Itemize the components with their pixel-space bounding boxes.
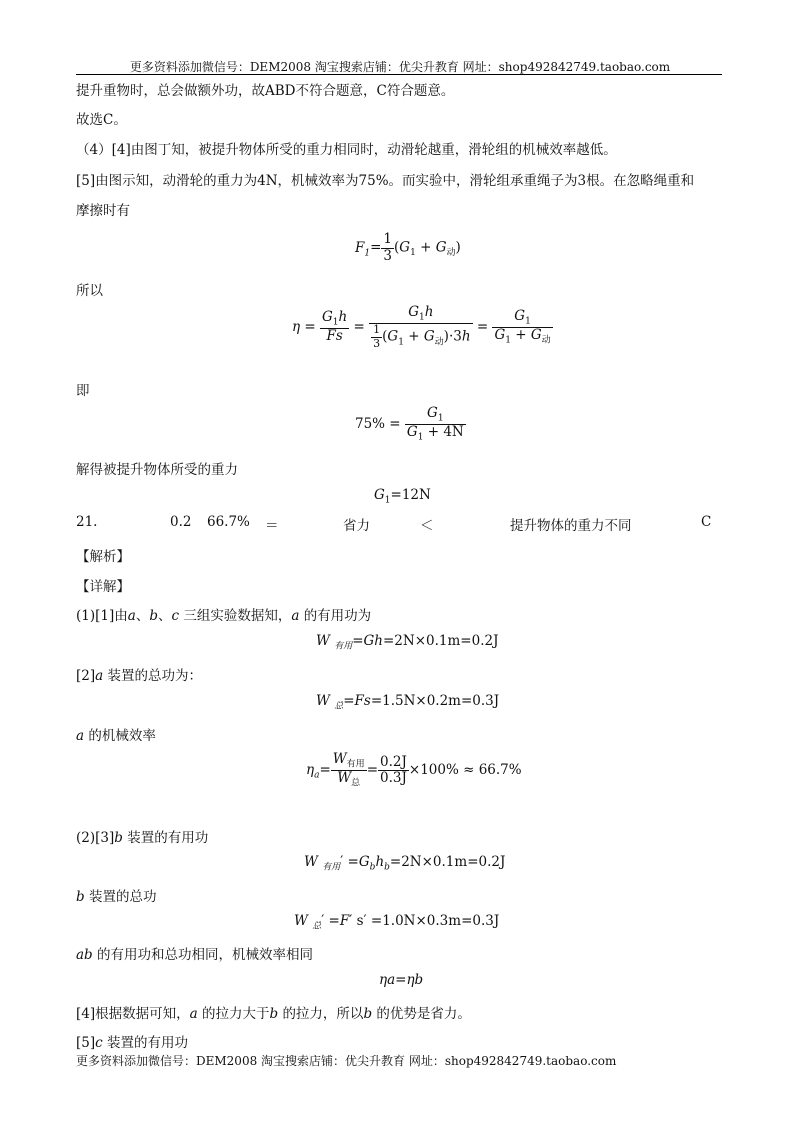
equation-wb-zong: W $_总$′ =F′ s′ =1.0N×0.3m=0.3J <box>294 913 500 932</box>
section-label: 【详解】 <box>76 579 130 595</box>
q21-number: 21. <box>76 514 98 530</box>
equation-eta-a: $\eta_a=$ $\frac{W_{有用}}{W_总}$ = $\frac{0.2J}{0.3J}$ ×100% ≈ 66.7% <box>306 751 522 789</box>
equation-f1: $F_1=$ $\frac{1}{3}$ $(G_1 + G_动)$ <box>355 231 461 264</box>
text-line: 提升重物时，总会做额外功，故ABD不符合题意，C符合题意。 <box>76 83 455 99</box>
q21-answer: 0.2 <box>170 514 192 530</box>
text-line: 故选C。 <box>76 112 127 128</box>
text-line: （4）[4]由图丁知，被提升物体所受的重力相同时，动滑轮越重，滑轮组的机械效率越低。 <box>76 142 617 158</box>
text-line: [5]由图示知，动滑轮的重力为4N，机械效率为75%。而实验中，滑轮组承重绳子为3根。在忽略绳重和 <box>76 173 695 189</box>
text-line: ab 的有用功和总功相同，机械效率相同 <box>76 947 313 963</box>
equation-eta-equal: ηa=ηb <box>379 972 424 988</box>
q21-answer: 省力 <box>343 518 370 534</box>
text-line: [2]a 装置的总功为： <box>76 668 202 684</box>
text-line: b 装置的总功 <box>76 889 157 905</box>
q21-answer: 66.7% <box>207 514 250 530</box>
equation-eta: η = $\frac{G_1h}{Fs}$ = $G_1h$ $\frac{1}{3}$ $(G_1 + G_动)\cdot 3h$ = $\frac{G_1}{G_1 + G_动}$ <box>292 304 551 350</box>
section-label: 【解析】 <box>76 549 130 565</box>
page-footer: 更多资料添加微信号：DEM2008 淘宝搜索店铺：优尖升教育 网址：shop492842749.taobao.com <box>76 1054 617 1068</box>
text-line: 摩擦时有 <box>76 203 130 219</box>
page-header: 更多资料添加微信号：DEM2008 淘宝搜索店铺：优尖升教育 网址：shop492842749.taobao.com <box>129 60 671 74</box>
q21-answers <box>0 514 800 534</box>
text-line: [4]根据数据可知，a 的拉力大于b 的拉力，所以b 的优势是省力。 <box>76 1006 471 1022</box>
q21-answer: ＜ <box>420 518 434 534</box>
q21-answer: ＝ <box>265 518 279 534</box>
text-line: 即 <box>76 383 90 399</box>
equation-75: 75% = $\frac{G_1}{G_1 + 4N}$ <box>355 405 464 443</box>
header-rule <box>76 74 722 75</box>
equation-w-you: W $_{有用}$=Gh=2N×0.1m=0.2J <box>316 633 499 652</box>
text-line: 解得被提升物体所受的重力 <box>76 462 238 478</box>
equation-g1: $G_1=12N$ <box>374 487 431 506</box>
text-line: (2)[3]b 装置的有用功 <box>76 830 209 846</box>
q21-answer: 提升物体的重力不同 <box>510 518 632 534</box>
text-line: a 的机械效率 <box>76 728 156 744</box>
equation-w-zong: W $_总$=Fs=1.5N×0.2m=0.3J <box>316 693 500 712</box>
equation-wb-you: W $_{有用}' =G_bh_b=2N\times 0.1m=0.2J$ <box>304 854 506 873</box>
text-line: 所以 <box>76 283 103 299</box>
q21-answer: C <box>701 514 712 530</box>
text-line: (1)[1]由a、b、c 三组实验数据知，a 的有用功为 <box>76 608 372 624</box>
text-line: [5]c 装置的有用功 <box>76 1035 188 1051</box>
